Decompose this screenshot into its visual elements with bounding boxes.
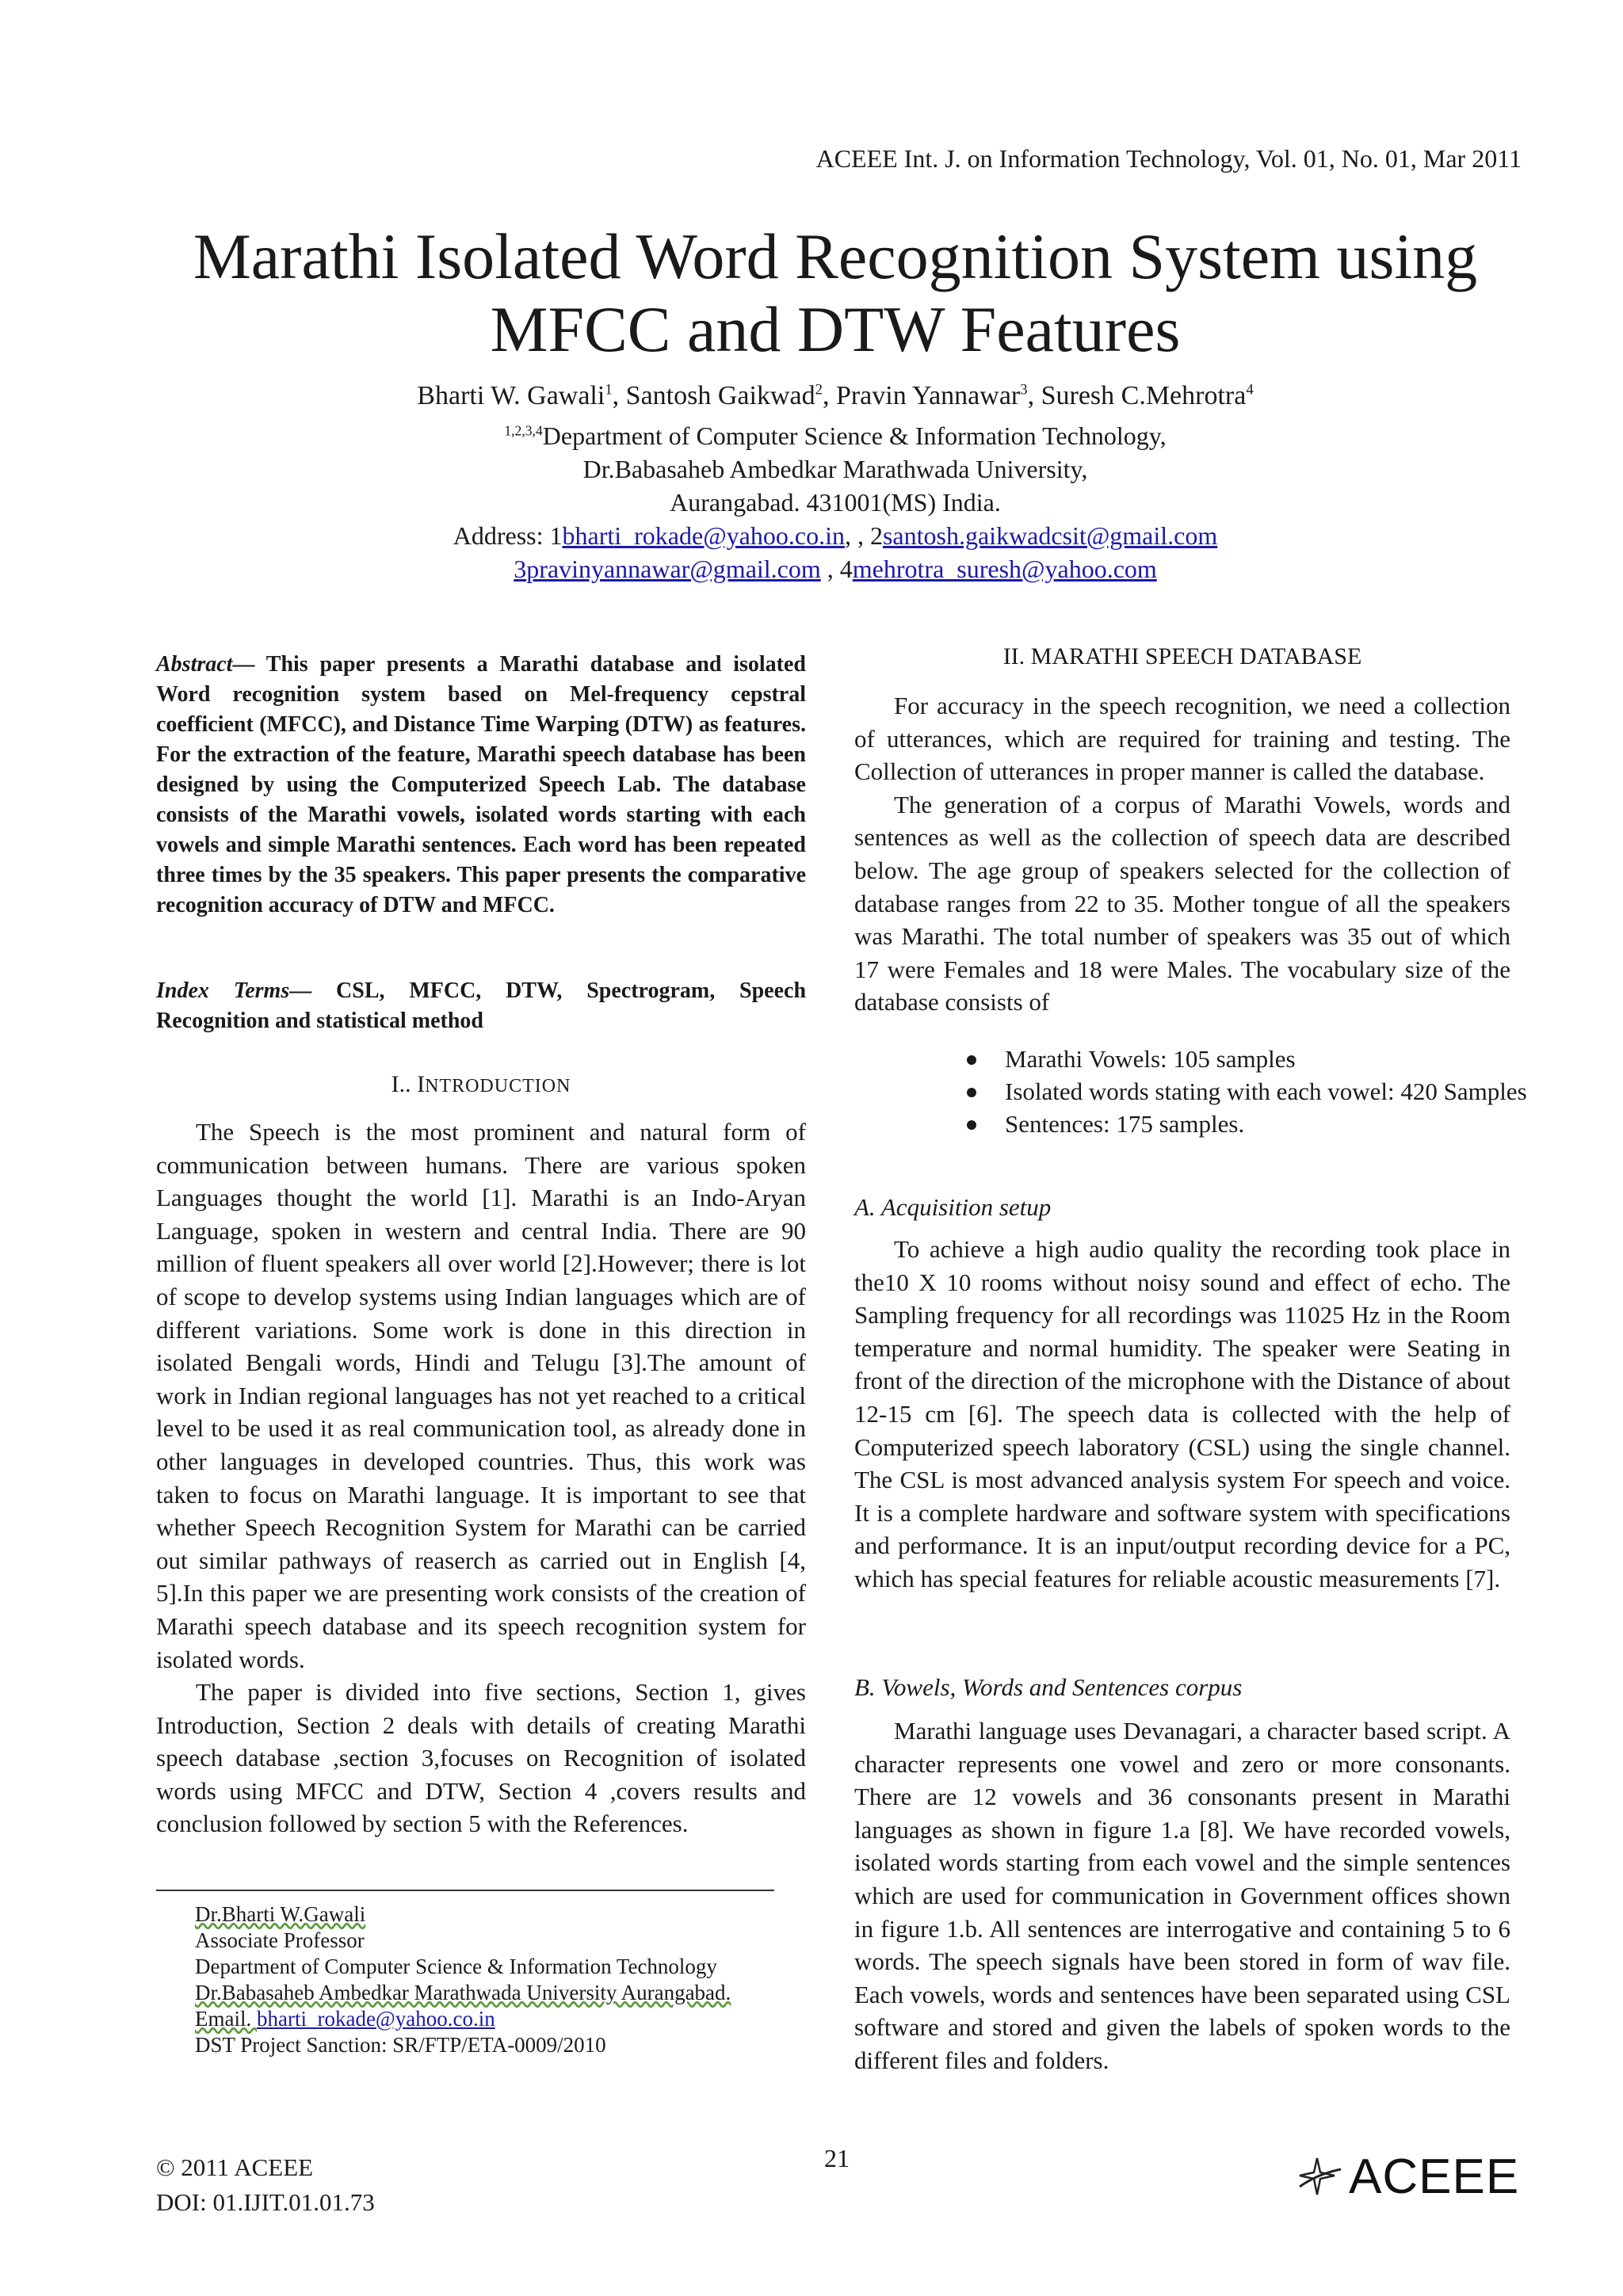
index-terms	[156, 976, 806, 1036]
logo-text: ACEEE	[1349, 2149, 1520, 2204]
email-prefix: 3	[514, 555, 527, 583]
paper-title	[0, 220, 1623, 366]
footer-info	[156, 2150, 375, 2220]
author-name: Bharti W. Gawali	[417, 381, 605, 410]
index-terms-dash: —	[289, 978, 337, 1003]
email-link-1[interactable]: bharti_rokade@yahoo.co.in	[562, 521, 845, 550]
section-title-initial: I	[417, 1071, 426, 1097]
footnote-divider	[156, 1890, 774, 1891]
title-line-1: Marathi Isolated Word Recognition System using	[193, 220, 1478, 292]
author-sup: 1	[605, 381, 613, 399]
paragraph: For accuracy in the speech recognition, we need a collection of utterances, which are required for training and testing. The Collection of utterances in proper manner is called the database.	[854, 692, 1510, 786]
index-terms-label: Index Terms	[156, 978, 290, 1003]
affiliation-dept: Department of Computer Science & Information Technology,	[542, 421, 1167, 450]
page-number: 21	[824, 2144, 850, 2172]
paragraph: To achieve a high audio quality the recording took place in the10 X 10 rooms without noisy sound and effect of echo. The Sampling frequency for all recordings was 11025 Hz in the Room temperature and normal humidity. The speaker were Seating in front of the direction of the microphone with the Distance of about 12-15 cm [6]. The speech data is collected with the help of Computerized speech laboratory (CSL) using the single channel. The CSL is most advanced analysis system For speech and voice. It is a complete hardware and software system with specifications and performance. It is an input/output recording device for a PC, which has special features for reliable acoustic measurements [7].	[854, 1235, 1510, 1592]
paragraph: The Speech is the most prominent and natural form of communication between humans. There are various spoken Languages thought the world [1]. Marathi is an Indo-Aryan Language, spoken in western and central India. There are 90 million of fluent speakers all over world [2].However; there is lot of scope to develop systems using Indian languages which are of different variations. Some work is done in this direction in isolated Bengali words, Hindi and Telugu [3].The amount of work in Indian regional languages has not yet reached to a critical level to be used it as real communication tool, as already done in other languages in developed countries. Thus, this work was taken to focus on Marathi language. It is important to see that whether Speech Recognition System for Marathi can be carried out similar pathways of reaserch as carried out in English [4, 5].In this paper we are presenting work consists of the creation of Marathi speech database and its speech recognition system for isolated words.	[156, 1118, 806, 1673]
footnote-position: Associate Professor	[195, 1928, 365, 1952]
index-terms-text: CSL, MFCC, DTW, Spectrogram, Speech Recognition and statistical method	[156, 978, 807, 1033]
abstract-label: Abstract	[156, 652, 233, 677]
email-link-2[interactable]: santosh.gaikwadcsit@gmail.com	[882, 521, 1218, 550]
author-name: Santosh Gaikwad	[625, 381, 815, 410]
footnote-email-line	[195, 2006, 731, 2032]
list-item-text: Marathi Vowels: 105 samples	[1005, 1045, 1296, 1073]
affiliation-line-2: Dr.Babasaheb Ambedkar Marathwada University,	[582, 455, 1088, 483]
footnote-sanction: DST Project Sanction: SR/FTP/ETA-0009/2010	[195, 2033, 606, 2057]
list-item	[1005, 1075, 1623, 1108]
author-list: Bharti W. Gawali$^1$, Santosh Gaikwad$^2$, Pravin Yannawar$^3$, Suresh C.Mehrotra$^4$	[417, 381, 1254, 410]
section-heading-database: II. MARATHI SPEECH DATABASE	[1002, 643, 1362, 669]
running-head: ACEEE Int. J. on Information Technology, Vol. 01, No. 01, Mar 2011	[815, 144, 1522, 173]
footnote-email-label: Email.	[195, 2007, 257, 2031]
footnote	[195, 1901, 731, 2058]
abstract	[156, 650, 806, 921]
author-sup: 4	[1246, 381, 1254, 399]
footnote-dept: Department of Computer Science & Information Technology	[195, 1955, 717, 1978]
introduction-body	[156, 1116, 806, 1840]
address-line-2	[0, 555, 1623, 584]
section-number: I..	[391, 1071, 418, 1097]
list-item	[1005, 1108, 1623, 1140]
paragraph: The generation of a corpus of Marathi Vowels, words and sentences as well as the collection of speech data are described below. The age group of speakers selected for the collection of database ranges from 22 to 35. Mother tongue of all the speakers was Marathi. The total number of speakers was 35 out of which 17 were Females and 18 were Males. The vocabulary size of the database consists of	[854, 790, 1510, 1016]
publisher-logo	[1293, 2149, 1519, 2205]
footnote-university: Dr.Babasaheb Ambedkar Marathwada University Aurangabad.	[195, 1981, 731, 2004]
copyright: © 2011 ACEEE	[156, 2153, 314, 2181]
email-link-4[interactable]: mehrotra_suresh@yahoo.com	[852, 555, 1157, 583]
affiliation-line-1	[0, 421, 1623, 451]
author-sup: 3	[1020, 381, 1028, 399]
address-line	[0, 521, 1623, 551]
footnote-email-link[interactable]: bharti_rokade@yahoo.co.in	[256, 2007, 495, 2031]
email-link-3[interactable]	[514, 555, 821, 583]
email-address: pravinyannawar@gmail.com	[526, 555, 821, 583]
author-sup: 2	[815, 381, 823, 399]
paragraph: The paper is divided into five sections, Section 1, gives Introduction, Section 2 deals with details of creating Marathi speech database ,section 3,focuses on Recognition of isolated words using MFCC and DTW, Section 4 ,covers results and conclusion followed by section 5 with the References.	[156, 1678, 806, 1838]
author-name: Pravin Yannawar	[835, 381, 1021, 410]
acquisition-body	[854, 1233, 1510, 1596]
bullet-icon	[967, 1055, 976, 1065]
address-separator: , , 2	[844, 521, 883, 550]
section-heading-introduction	[156, 1071, 806, 1098]
subsection-heading-corpus: B. Vowels, Words and Sentences corpus	[854, 1673, 1243, 1701]
vocabulary-list	[854, 1043, 1623, 1140]
bullet-icon	[967, 1088, 976, 1097]
address-separator: , 4	[820, 555, 853, 583]
corpus-body	[854, 1714, 1510, 2077]
subsection-heading-acquisition: A. Acquisition setup	[854, 1193, 1052, 1221]
list-item	[1005, 1043, 1623, 1075]
database-body	[854, 689, 1510, 1019]
affiliation-line-3: Aurangabad. 431001(MS) India.	[670, 488, 1001, 517]
affiliation-sup: 1,2,3,4	[504, 422, 543, 439]
bullet-icon	[967, 1120, 976, 1130]
star-swoosh-icon	[1293, 2155, 1344, 2199]
doi: DOI: 01.IJIT.01.01.73	[156, 2188, 375, 2216]
address-label: Address: 1	[453, 521, 563, 550]
list-item-text: Sentences: 175 samples.	[1005, 1110, 1245, 1138]
footnote-name: Dr.Bharti W.Gawali	[195, 1902, 366, 1926]
paragraph: Marathi language uses Devanagari, a character based script. A character represents one vowel and zero or more consonants. There are 12 vowels and 36 consonants present in Marathi languages as shown in figure 1.a [8]. We have recorded vowels, isolated words starting from each vowel and the simple sentences which are used for communication in Government offices shown in figure 1.b. All sentences are interrogative and containing 5 to 6 words. The speech signals have been stored in form of wav file. Each vowels, words and sentences have been separated using CSL software and stored and given the labels of spoken words to the different files and folders.	[854, 1717, 1510, 2074]
abstract-text: This paper presents a Marathi database and isolated Word recognition system based on Mel-frequency cepstral coefficient (MFCC), and Distance Time Warping (DTW) as features. For the extraction of the feature, Marathi speech database has been designed by using the Computerized Speech Lab. The database consists of the Marathi vowels, isolated words starting with each vowels and simple Marathi sentences. Each word has been repeated three times by the 35 speakers. This paper presents the comparative recognition accuracy of DTW and MFCC.	[156, 652, 806, 917]
title-line-2: MFCC and DTW Features	[490, 293, 1181, 365]
list-item-text: Isolated words stating with each vowel: 420 Samples	[1005, 1077, 1527, 1105]
abstract-dash: —	[232, 652, 266, 677]
section-title-rest: NTRODUCTION	[425, 1076, 571, 1097]
author-name: Suresh C.Mehrotra	[1041, 381, 1247, 410]
